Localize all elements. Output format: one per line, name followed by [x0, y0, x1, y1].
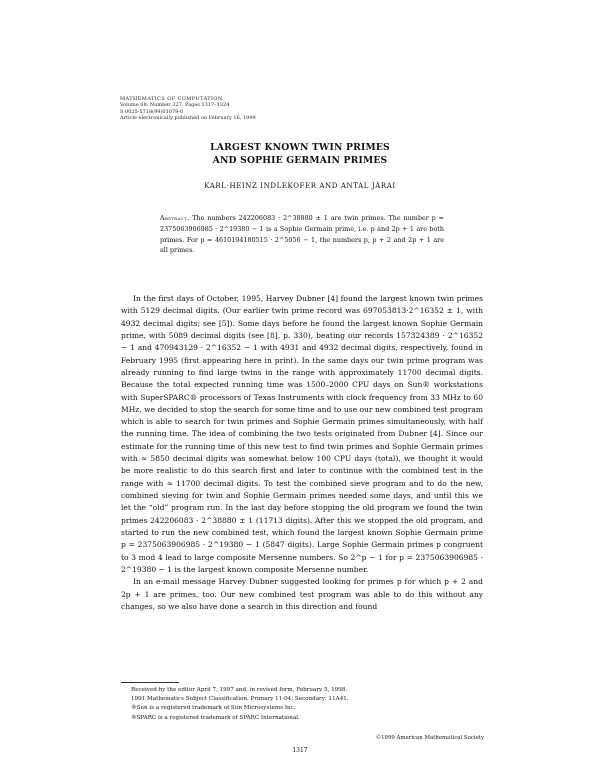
- authors: KARL-HEINZ INDLEKOFER AND ANTAL JÁRAI: [204, 182, 396, 190]
- footnote-msc: 1991 Mathematics Subject Classification. Primary 11-04; Secondary: 11A41.: [131, 696, 349, 703]
- abstract: [160, 213, 444, 256]
- abstract-label: Abstract.: [160, 214, 190, 222]
- footnote-sparc: ®SPARC is a registered trademark of SPARC International.: [131, 714, 300, 721]
- journal-header: [120, 96, 480, 122]
- footnotes: [121, 686, 483, 723]
- page-number: 1317: [292, 747, 308, 754]
- journal-name: MATHEMATICS OF COMPUTATION: [120, 96, 223, 102]
- journal-volume: Volume 68, Number 227, Pages 1317–1324: [120, 102, 230, 109]
- title-line-2: AND SOPHIE GERMAIN PRIMES: [212, 155, 388, 166]
- paragraph-1: In the first days of October, 1995, Harvey Dubner [4] found the largest known twin primes with 5129 decimal digits. (Our earlier twin prime record was 697053813·2^16352 ± 1, with 4932 decimal digits; see [5]). Some days before he found the largest known Sophie Germain prime, with 5089 decimal digits (see [8], p. 330), beating our records 157324389 · 2^16352 − 1 and 470943129 · 2^16352 − 1 with 4931 and 4932 decimal digits, respectively, found in February 1995 (first appearing here in print). In the same days our twin prime program was already running to find large twins in the range with approximately 11700 decimal digits. Because the total expected running time was 1500–2000 CPU days on Sun® workstations with SuperSPARC® processors of Texas Instruments with clock frequency from 33 MHz to 60 MHz, we decided to stop the search for some time and to use our new combined test program which is able to search for twin primes and Sophie Germain primes simultaneously, with half the running time. The idea of combining the two tests originated from Dubner [4]. Since our estimate for the running time of this new test to find twin primes and Sophie Germain primes with ≈ 5850 decimal digits was somewhat below 100 CPU days (total), we thought it would be more realistic to do this search first and later to continue with the combined test in the range with ≈ 11700 decimal digits. To test the combined sieve program and to do the new, combined sieving for twin and Sophie Germain primes needed some days, and until this we let the “old” program run. In the last day before stopping the old program we found the twin primes 242206083 · 2^38880 ± 1 (11713 digits). After this we stopped the old program, and started to run the new combined test, which found the largest known Sophie Germain prime p = 2375063906985 · 2^19380 − 1 (5847 digits). Large Sophie Germain primes p congruent to 3 mod 4 lead to large composite Mersenne numbers. So 2^p − 1 for p = 2375063906985 · 2^19380 − 1 is the largest known composite Mersenne number.: [121, 294, 483, 574]
- title-line-1: LARGEST KNOWN TWIN PRIMES: [210, 142, 390, 153]
- body-text: [121, 293, 483, 613]
- copyright: ©1999 American Mathematical Society: [375, 735, 484, 741]
- journal-issn: S 0025-5718(99)01079-0: [120, 108, 184, 115]
- paragraph-2: In an e-mail message Harvey Dubner suggested looking for primes p for which p + 2 and 2p + 1 are primes, too. Our new combined test program was able to do this without any changes, so we also have done a search in this direction and found: [121, 577, 483, 611]
- footnote-rule: [121, 682, 179, 683]
- footnote-sun: ®Sun is a registered trademark of Sun Microsystems Inc.: [131, 705, 296, 712]
- paper-title: [0, 141, 600, 167]
- footnote-received: Received by the editor April 7, 1997 and, in revised form, February 5, 1998.: [131, 687, 348, 693]
- abstract-text: The numbers 242206083 · 2^38880 ± 1 are twin primes. The number p = 2375063906985 · 2^19380 − 1 is a Sophie Germain prime, i.e. p and 2p + 1 are both primes. For p = 4610194180515 · 2^5056 − 1, the numbers p, p + 2 and 2p + 1 are all primes.: [160, 214, 444, 255]
- journal-published: Article electronically published on February 16, 1999: [120, 115, 256, 122]
